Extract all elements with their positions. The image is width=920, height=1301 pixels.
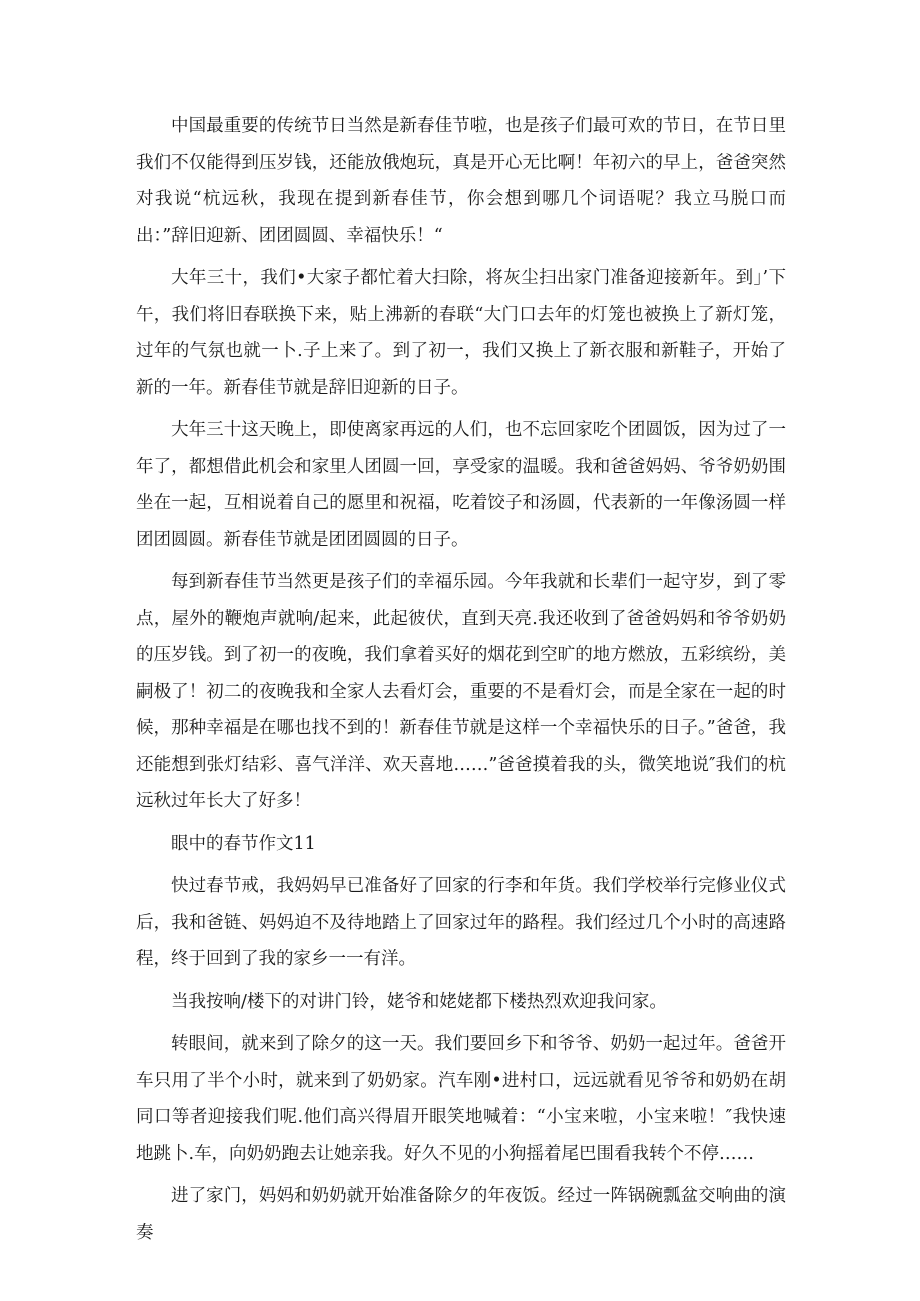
paragraph: 每到新春佳节当然更是孩子们的幸福乐园。今年我就和长辈们一起守岁，到了零点，屋外的鞭炮声就响/起来，此起彼伏，直到天亮.我还收到了爸爸妈妈和爷爷奶奶的压岁钱。到了初一的夜晚，我们拿着买好的烟花到空旷的地方燃放，五彩缤纷，美嗣极了！初二的夜晚我和全家人去看灯会，重要的不是看灯会，而是全家在一起的时候，那种幸福是在哪也找不到的！新春佳节就是这样一个幸福快乐的日子。”爸爸，我还能想到张灯结彩、喜气洋洋、欢天喜地……”爸爸摸着我的头，微笑地说″我们的杭远秋过年长大了好多！ [136,572,786,811]
paragraph: 快过春节戒，我妈妈早已准备好了回家的行李和年货。我们学校举行完修业仪式后，我和爸链、妈妈迫不及待地踏上了回家过年的路程。我们经过几个小时的高速路程，终于回到了我的家乡一一有洋。 [136,876,786,969]
paragraph: 大年三十，我们•大家子都忙着大扫除，将灰尘扫出家门准备迎接新年。到」’下午，我们将旧春联换下来，贴上沸新的春联“大门口去年的灯笼也被换上了新灯笼，过年的气氛也就一卜.子上来了。到了初一，我们又换上了新衣服和新鞋子，开始了新的一年。新春佳节就是辞旧迎新的日子。 [136,268,786,398]
paragraph: 当我按响/楼下的对讲门铃，姥爷和姥姥都下楼热烈欢迎我问家。 [171,991,667,1012]
paragraph: 大年三十这天晚上，即使离家再远的人们，也不忘回家吃个团圆饭，因为过了一年了，都想借此机会和家里人团圆一回，享受家的温暖。我和爸爸妈妈、爷爷奶奶围坐在一起，互相说着自己的愿里和祝福，吃着饺子和汤圆，代表新的一年像汤圆一样团团圆圆。新春佳节就是团团圆圆的日子。 [136,420,786,550]
document-body [136,108,786,1257]
paragraph: 中国最重要的传统节日当然是新春佳节啦，也是孩子们最可欢的节日，在节日里我们不仅能得到压岁钱，还能放俄炮玩，真是开心无比啊！年初六的早上，爸爸突然对我说“杭远秋，我现在提到新春佳节，你会想到哪几个词语呢？我立马脱口而出：”辞旧迎新、团团圆圆、幸福快乐！“ [136,116,786,246]
paragraph: 进了家门，妈妈和奶奶就开始准备除夕的年夜饭。经过一阵锅碗瓢盆交响曲的演奏 [136,1186,786,1243]
section-title: 眼中的春节作文11 [171,833,316,854]
paragraph: 转眼间，就来到了除夕的这一天。我们要回乡下和爷爷、奶奶一起过年。爸爸开车只用了半个小时，就来到了奶奶家。汽车刚•进村口，远远就看见爷爷和奶奶在胡同口等者迎接我们呢.他们高兴得眉开眼笑地喊着：“小宝来啦，小宝来啦！″我快速地跳卜.车，向奶奶跑去让她亲我。好久不见的小狗摇着尾巴围看我转个不停…… [136,1034,786,1164]
